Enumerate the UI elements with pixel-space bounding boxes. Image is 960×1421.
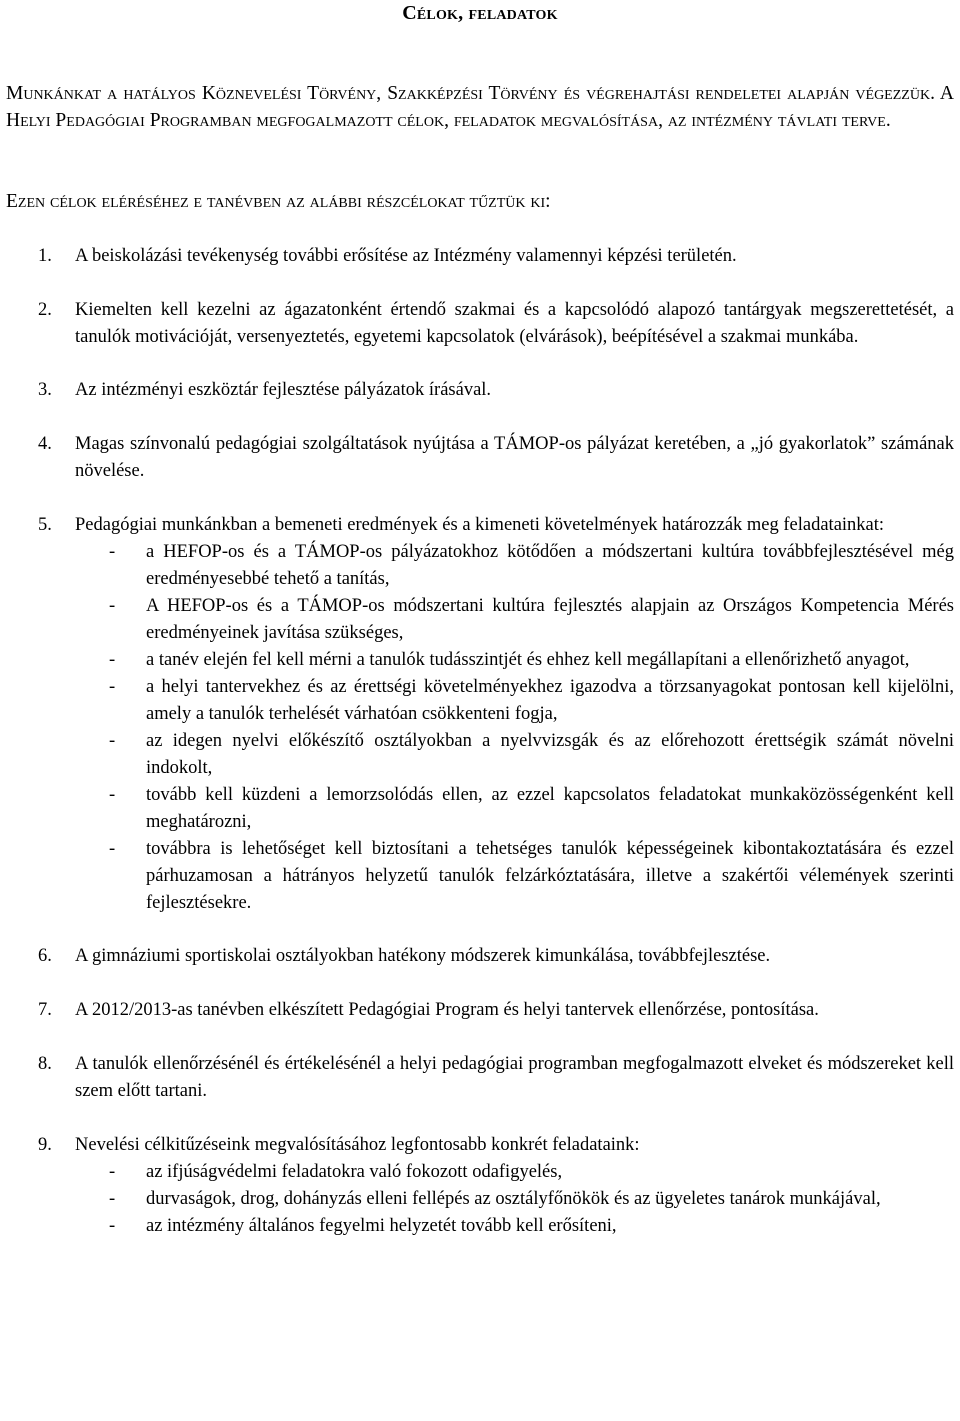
- goal-text: A gimnáziumi sportiskolai osztályokban hatékony módszerek kimunkálása, továbbfejlesztése.: [75, 946, 771, 966]
- dash-bullet: -: [109, 1162, 116, 1182]
- goal-item: [0, 997, 960, 1024]
- dash-bullet: -: [109, 1189, 116, 1209]
- goal-subitem: [75, 836, 954, 917]
- goal-item: [0, 377, 960, 404]
- goal-subitem: [75, 782, 954, 836]
- goal-item: [0, 943, 960, 970]
- goal-text: Kiemelten kell kezelni az ágazatonként értendő szakmai és a kapcsolódó alapozó tantárgyak megszerettetését, a tanulók motivációját, versenyeztetés, egyetemi kapcsolatok (elvárások), beépítésével a szakmai munkába.: [75, 300, 954, 347]
- goal-subitem-text: a tanév elején fel kell mérni a tanulók tudásszintjét és ehhez kell megállapítani a ellenőrizhető anyagot,: [146, 650, 910, 670]
- goal-sublist: [0, 1159, 954, 1240]
- goal-text: A 2012/2013-as tanévben elkészített Pedagógiai Program és helyi tantervek ellenőrzése, pontosítása.: [75, 1000, 819, 1020]
- goal-item: [0, 243, 960, 270]
- goal-subitem-text: az intézmény általános fegyelmi helyzetét tovább kell erősíteni,: [146, 1216, 617, 1236]
- goal-subitem: [75, 1186, 954, 1213]
- goal-number: 8.: [38, 1054, 52, 1074]
- goal-subitem: [75, 1213, 954, 1240]
- dash-bullet: -: [109, 1216, 116, 1236]
- goal-subitem-text: a helyi tantervekhez és az érettségi követelményekhez igazodva a törzsanyagokat pontosan kell kijelölni, amely a tanulók terhelését várhatóan csökkenteni fogja,: [146, 677, 954, 724]
- goal-number: 3.: [38, 380, 52, 400]
- dash-bullet: -: [109, 677, 116, 697]
- goal-subitem-text: A HEFOP-os és a TÁMOP-os módszertani kultúra fejlesztés alapjain az Országos Kompetencia Mérés eredményeinek javítása szükséges,: [146, 596, 954, 643]
- goal-number: 7.: [38, 1000, 52, 1020]
- goal-subitem: [75, 593, 954, 647]
- goal-number: 1.: [38, 246, 52, 266]
- goal-text: A tanulók ellenőrzésénél és értékelésénél a helyi pedagógiai programban megfogalmazott elveket és módszereket kell szem előtt tartani.: [75, 1054, 954, 1101]
- subgoals-heading: Ezen célok eléréséhez e tanévben az alábbi részcélokat tűztük ki:: [6, 191, 551, 212]
- goal-subitem-text: továbbra is lehetőséget kell biztosítani a tehetséges tanulók képességeinek kibontakoztatására és ezzel párhuzamosan a hátrányos helyzetű tanulók felzárkóztatására, illetve a szakértői vélemények szerinti fejlesztésekre.: [146, 839, 954, 913]
- goal-text: Magas színvonalú pedagógiai szolgáltatások nyújtása a TÁMOP-os pályázat keretében, a „jó gyakorlatok” számának növelése.: [75, 434, 954, 481]
- goal-subitem-text: az idegen nyelvi előkészítő osztályokban a nyelvvizsgák és az előrehozott érettségik számát növelni indokolt,: [146, 731, 954, 778]
- goal-text: Az intézményi eszköztár fejlesztése pályázatok írásával.: [75, 380, 492, 400]
- goal-subitem: [75, 728, 954, 782]
- goal-item: [0, 512, 960, 917]
- goal-text: A beiskolázási tevékenység további erősítése az Intézmény valamennyi képzési területén.: [75, 246, 737, 266]
- goal-subitem: [75, 647, 954, 674]
- dash-bullet: -: [109, 542, 116, 562]
- goal-text: Pedagógiai munkánkban a bemeneti eredmények és a kimeneti követelmények határozzák meg feladatainkat:: [75, 515, 885, 535]
- goal-subitem-text: az ifjúságvédelmi feladatokra való fokozott odafigyelés,: [146, 1162, 563, 1182]
- goal-subitem: [75, 674, 954, 728]
- goal-item: [0, 1132, 960, 1240]
- page-title: Célok, feladatok: [402, 2, 558, 24]
- goal-number: 5.: [38, 515, 52, 535]
- goal-number: 4.: [38, 434, 52, 454]
- goal-subitem-text: durvaságok, drog, dohányzás elleni fellépés az osztályfőnökök és az ügyeletes tanárok munkájával,: [146, 1189, 881, 1209]
- dash-bullet: -: [109, 839, 116, 859]
- goal-text: Nevelési célkitűzéseink megvalósításához legfontosabb konkrét feladataink:: [75, 1135, 640, 1155]
- goal-item: [0, 431, 960, 485]
- goals-list: [0, 243, 960, 1240]
- goal-number: 6.: [38, 946, 52, 966]
- goal-number: 2.: [38, 300, 52, 320]
- dash-bullet: -: [109, 650, 116, 670]
- dash-bullet: -: [109, 785, 116, 805]
- goal-subitem: [75, 1159, 954, 1186]
- goal-subitem-text: tovább kell küzdeni a lemorzsolódás ellen, az ezzel kapcsolatos feladatokat munkaközösségenként kell meghatározni,: [146, 785, 954, 832]
- goal-sublist: [0, 539, 954, 917]
- dash-bullet: -: [109, 596, 116, 616]
- goal-item: [0, 297, 960, 351]
- intro-paragraph: Munkánkat a hatályos Köznevelési Törvény, Szakképzési Törvény és végrehajtási rendeletei alapján végezzük. A Helyi Pedagógiai Programban megfogalmazott célok, feladatok megvalósítása, az intézmény távlati terve.: [6, 83, 954, 131]
- goal-subitem-text: a HEFOP-os és a TÁMOP-os pályázatokhoz kötődően a módszertani kultúra továbbfejlesztésével még eredményesebbé tehető a tanítás,: [146, 542, 954, 589]
- goal-number: 9.: [38, 1135, 52, 1155]
- dash-bullet: -: [109, 731, 116, 751]
- goal-subitem: [75, 539, 954, 593]
- goal-item: [0, 1051, 960, 1105]
